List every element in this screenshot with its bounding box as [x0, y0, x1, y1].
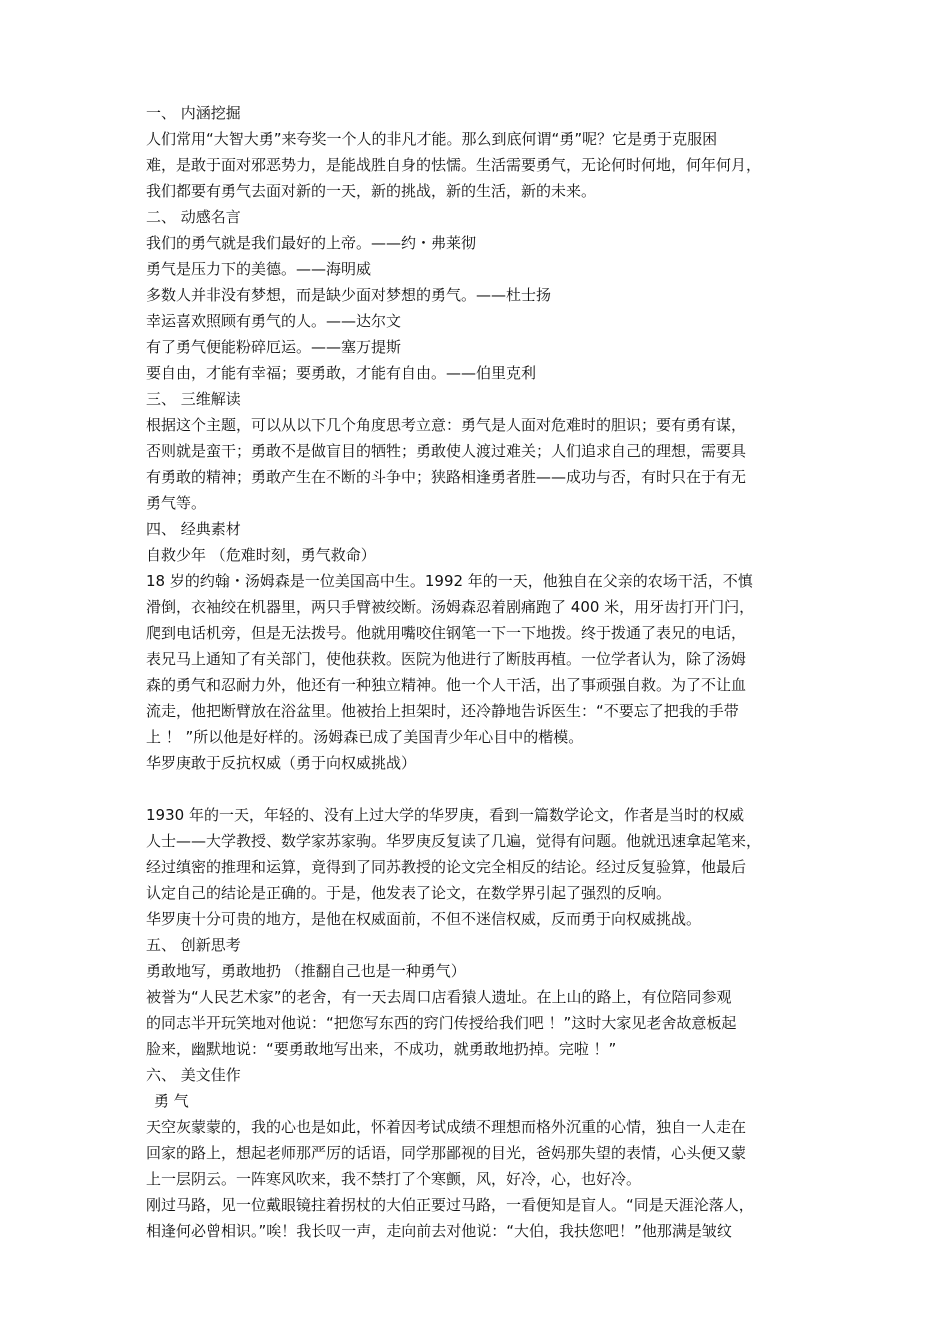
section-heading-1: 一、 内涵挖掘 [146, 104, 241, 122]
section-heading-6: 六、 美文佳作 [146, 1066, 241, 1084]
paragraph-line: 天空灰蒙蒙的，我的心也是如此，怀着因考试成绩不理想而格外沉重的心情，独自一人走在 [146, 1118, 747, 1136]
section-heading-2: 二、 动感名言 [146, 208, 241, 226]
paragraph-line: 难，是敢于面对邪恶势力，是能战胜自身的怯懦。生活需要勇气，无论何时何地，何年何月， [146, 156, 762, 174]
paragraph-line: 华罗庚十分可贵的地方，是他在权威面前，不但不迷信权威，反而勇于向权威挑战。 [146, 910, 702, 928]
paragraph-line: 上 ！ ”所以他是好样的。汤姆森已成了美国青少年心目中的楷模。 [146, 728, 584, 746]
paragraph-line: 上一层阴云。一阵寒风吹来，我不禁打了个寒颤，风，好冷，心，也好冷。 [146, 1170, 642, 1188]
section-heading-4: 四、 经典素材 [146, 520, 241, 538]
quote-line: 幸运喜欢照顾有勇气的人。——达尔文 [146, 312, 402, 330]
paragraph-line: 表兄马上通知了有关部门，使他获救。医院为他进行了断肢再植。一位学者认为，除了汤姆 [146, 650, 747, 668]
paragraph-line: 相逢何必曾相识。”唉！我长叹一声，走向前去对他说：“大伯，我扶您吧！”他那满是皱纹 [146, 1222, 732, 1240]
paragraph-line: 18 岁的约翰・汤姆森是一位美国高中生。1992 年的一天，他独自在父亲的农场干活，不慎 [146, 572, 753, 590]
paragraph-line: 脸来，幽默地说：“要勇敢地写出来，不成功，就勇敢地扔掉。完啦 ！” [146, 1040, 617, 1058]
paragraph-line: 滑倒，衣袖绞在机器里，两只手臂被绞断。汤姆森忍着剧痛跑了 400 米，用牙齿打开门闩， [146, 598, 755, 616]
quote-line: 我们的勇气就是我们最好的上帝。——约・弗莱彻 [146, 234, 477, 252]
paragraph-line: 勇气等。 [146, 494, 207, 512]
paragraph-line: 被誉为“人民艺术家”的老舍，有一天去周口店看猿人遗址。在上山的路上，有位陪同参观 [146, 988, 732, 1006]
document-body [146, 100, 826, 1244]
material-title: 自救少年 （危难时刻，勇气救命） [146, 546, 376, 564]
paragraph-line: 森的勇气和忍耐力外，他还有一种独立精神。他一个人干活，出了事顽强自救。为了不让血 [146, 676, 747, 694]
section-heading-5: 五、 创新思考 [146, 936, 241, 954]
paragraph-line: 刚过马路，见一位戴眼镜拄着拐杖的大伯正要过马路，一看便知是盲人。“同是天涯沦落人， [146, 1196, 754, 1214]
paragraph-line: 的同志半开玩笑地对他说：“把您写东西的窍门传授给我们吧 ！”这时大家见老舍故意板起 [146, 1014, 737, 1032]
paragraph-line: 流走，他把断臂放在浴盆里。他被抬上担架时，还冷静地告诉医生：“不要忘了把我的手带 [146, 702, 739, 720]
paragraph-line: 回家的路上，想起老师那严厉的话语，同学那鄙视的目光，爸妈那失望的表情，心头便又蒙 [146, 1144, 747, 1162]
paragraph-line: 爬到电话机旁，但是无法拨号。他就用嘴咬住钢笔一下一下地拨。终于拨通了表兄的电话， [146, 624, 747, 642]
quote-line: 要自由，才能有幸福；要勇敢，才能有自由。——伯里克利 [146, 364, 537, 382]
material-title: 勇敢地写，勇敢地扔 （推翻自己也是一种勇气） [146, 962, 466, 980]
paragraph-line: 人们常用“大智大勇”来夸奖一个人的非凡才能。那么到底何谓“勇”呢？它是勇于克服困 [146, 130, 718, 148]
paragraph-line: 我们都要有勇气去面对新的一天，新的挑战，新的生活，新的未来。 [146, 182, 597, 200]
paragraph-line: 否则就是蛮干；勇敢不是做盲目的牺牲；勇敢使人渡过难关；人们追求自己的理想，需要具 [146, 442, 747, 460]
blank-line [146, 776, 826, 802]
paragraph-line: 经过缜密的推理和运算，竟得到了同苏教授的论文完全相反的结论。经过反复验算，他最后 [146, 858, 747, 876]
paragraph-line: 根据这个主题，可以从以下几个角度思考立意：勇气是人面对危难时的胆识；要有勇有谋， [146, 416, 747, 434]
material-title: 华罗庚敢于反抗权威（勇于向权威挑战） [146, 754, 417, 772]
paragraph-line: 人士——大学教授、数学家苏家驹。华罗庚反复读了几遍，觉得有问题。他就迅速拿起笔来， [146, 832, 762, 850]
quote-line: 多数人并非没有梦想，而是缺少面对梦想的勇气。——杜士扬 [146, 286, 552, 304]
paragraph-line: 认定自己的结论是正确的。于是，他发表了论文，在数学界引起了强烈的反响。 [146, 884, 672, 902]
quote-line: 勇气是压力下的美德。——海明威 [146, 260, 372, 278]
section-heading-3: 三、 三维解读 [146, 390, 241, 408]
quote-line: 有了勇气便能粉碎厄运。——塞万提斯 [146, 338, 402, 356]
essay-title: 勇 气 [154, 1092, 189, 1110]
paragraph-line: 有勇敢的精神；勇敢产生在不断的斗争中；狭路相逢勇者胜——成功与否，有时只在于有无 [146, 468, 747, 486]
paragraph-line: 1930 年的一天，年轻的、没有上过大学的华罗庚，看到一篇数学论文，作者是当时的权威 [146, 806, 744, 824]
